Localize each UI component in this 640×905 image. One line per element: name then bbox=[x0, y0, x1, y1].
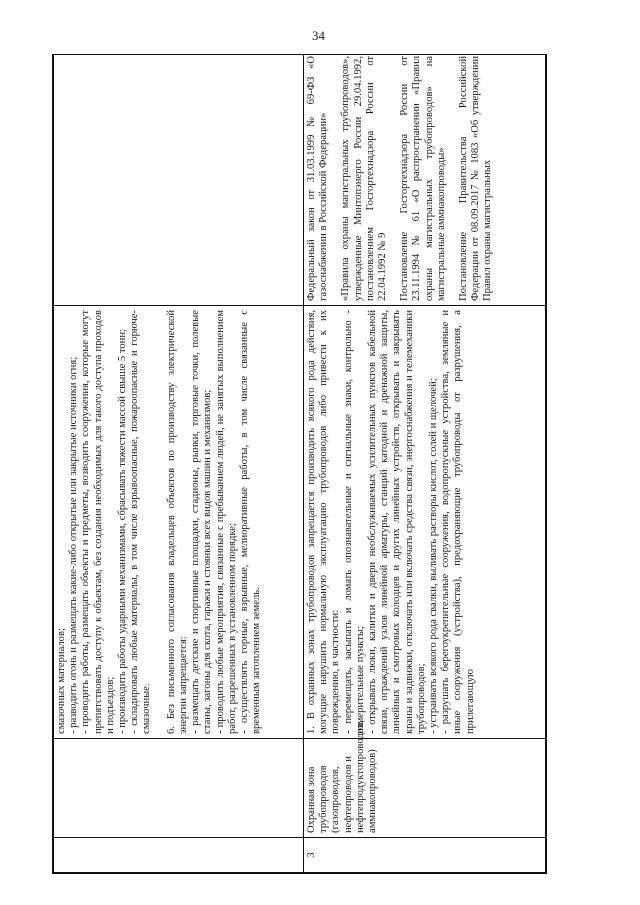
restriction-line: - открывать люки, калитки и двери необслуживаемых усилительных пунктов кабельной связи, ограждений узлов линейной арматуры, станций катодной и дренажной защиты, линейных и смотровых колодцев и других линейных устройств, открывать и закрывать краны и задвижки, отключать или включать средства связи, энергоснабжения и телемеханики трубопроводов; bbox=[367, 310, 427, 734]
restriction-line: - осуществлять горные, взрывные, мелиоративные работы, в том числе связанные с временным затоплением земель. bbox=[239, 310, 263, 734]
restriction-line: - размещать детские и спортивные площадки, стадионы, рынки, торговые точки, полевые станы, загоны для скота, гаражи и стоянки всех видов машин и механизмов; bbox=[190, 310, 214, 734]
row-number-cell bbox=[54, 838, 304, 873]
restriction-line: - производить работы ударными механизмами, сбрасывать тяжести массой свыше 5 тонн; bbox=[117, 329, 129, 734]
restriction-line: 6. Без письменного согласования владельцев объектов по производству электрической энергии запрещается: bbox=[165, 310, 190, 734]
rotated-table-content bbox=[53, 55, 546, 873]
restrictions-cell bbox=[54, 306, 304, 739]
page-number: 34 bbox=[312, 28, 325, 43]
zone-name-cell: Охранная зона трубопроводов (газопроводов, нефтепроводов и нефтепродуктопроводов, аммиакопроводов) bbox=[304, 739, 546, 838]
legal-act: Постановление Госгортехнадзора России от 23.11.1994 № 61 «О распространении «Правил охраны магистральных трубопроводов» на магистральные аммиакопроводы» bbox=[399, 56, 447, 301]
restriction-line: - разрушать берегоукрепительные сооружения, водопропускные устройства, земляные и иные сооружения (устройства), предохраняющие трубопроводы от разрушения, а прилегающую bbox=[440, 310, 476, 734]
legal-basis-cell bbox=[54, 54, 304, 306]
restriction-line: - проводить любые мероприятия, связанные с пребыванием людей, не занятых выполнением работ, разрешенных в установленном порядке; bbox=[214, 310, 238, 734]
table-row bbox=[304, 54, 546, 873]
restrictions-cell bbox=[304, 306, 546, 739]
zones-table bbox=[52, 54, 547, 874]
spacer-line bbox=[154, 310, 166, 734]
restriction-line: - проводить работы, размещать объекты и предметы, возводить сооружения, которые могут препятствовать доступу к объектам, без создания необходимых для такого доступа проходов и подъездов; bbox=[80, 310, 116, 734]
restriction-line: смазочных материалов; bbox=[56, 628, 67, 734]
legal-act: Постановление Правительства Российской Федерации от 08.09.2017 № 1083 «Об утверждении Правил охраны магистральных bbox=[458, 56, 494, 301]
zone-name-cell bbox=[54, 739, 304, 838]
legal-act: «Правила охраны магистральных трубопроводов», утвержденные Минтопэнерго России 29.04.1992, постановлением Госгортехнадзора России от 22.04.1992 № 9 bbox=[340, 56, 389, 301]
table-row bbox=[54, 54, 304, 873]
restriction-line: - устраивать всякого рода свалки, выливать растворы кислот, солей и щелочей; bbox=[428, 378, 440, 734]
restriction-line: - разводить огонь и размещать какие-либо открытые или закрытые источники огня; bbox=[68, 356, 80, 734]
legal-act: Федеральный закон от 31.03.1999 № 69-ФЗ «О газоснабжении в Российской Федерации» bbox=[306, 56, 330, 301]
restriction-line: 1. В охранных зонах трубопроводов запрещается производить всякого рода действия, могущие нарушить нормальную эксплуатацию трубопроводов либо привести к их повреждению, в частности: bbox=[306, 310, 342, 734]
legal-basis-cell bbox=[304, 54, 546, 306]
restriction-line: - перемещать, засыпать и ломать опознавательные и сигнальные знаки, контрольно - измерительные пункты; bbox=[342, 310, 366, 734]
restriction-line: - складировать любые материалы, в том числе взрывоопасные, пожароопасные и горюче-смазочные. bbox=[129, 310, 153, 734]
row-number-cell: 3 bbox=[304, 838, 546, 873]
